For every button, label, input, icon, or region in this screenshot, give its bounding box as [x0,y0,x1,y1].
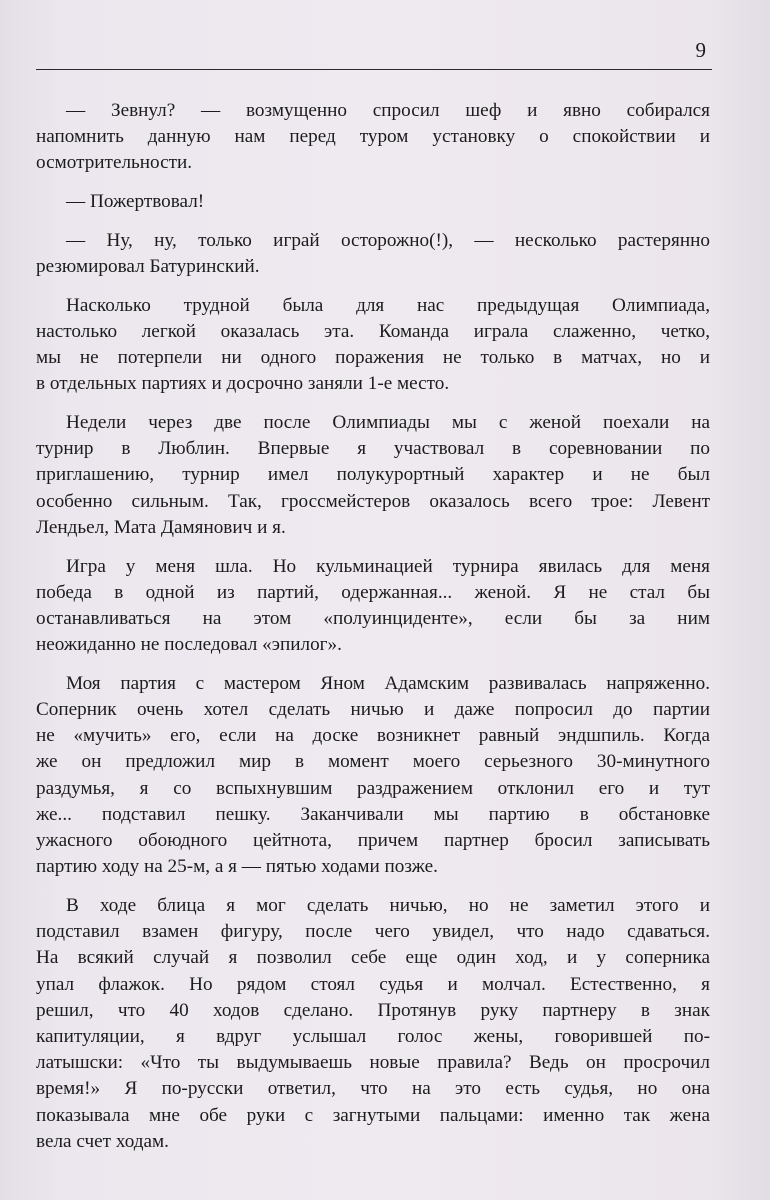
text-line: останавливаться на этом «полуинциденте», если бы за ним [36,607,710,629]
text-line: настолько легкой оказалась эта. Команда играла слаженно, четко, [36,320,710,342]
text-line: капитуляции, я вдруг услышал голос жены, говорившей по- [36,1026,710,1047]
text-line: латышски: «Что ты выдумываешь новые правила? Ведь он просрочил [36,1052,710,1074]
text-line: упал флажок. Но рядом стоял судья и молчал. Естественно, я [36,973,710,995]
text-line: — Пожертвовал! [66,191,205,213]
text-line: мы не потерпели ни одного поражения не только в матчах, но и [36,347,710,369]
text-line: особенно сильным. Так, гроссмейстеров оказалось всего трое: Левент [36,490,710,512]
text-line: решил, что 40 ходов сделано. Протянув руку партнеру в знак [36,999,710,1021]
paragraph [36,293,710,398]
text-line: — Ну, ну, только играй осторожно(!), — несколько растерянно [66,229,710,251]
body-text [36,98,710,1168]
text-line: победа в одной из партий, одержанная... женой. Я не стал бы [36,581,710,603]
text-line: неожиданно не последовал «эпилог». [36,634,342,656]
text-line: В ходе блица я мог сделать ничью, но не заметил этого и [66,894,710,916]
text-line: же... подставил пешку. Заканчивали мы партию в обстановке [36,803,710,825]
paragraph [36,893,710,1155]
paragraph [36,410,710,541]
text-line: показывала мне обе руки с загнутыми пальцами: именно так жена [36,1104,710,1126]
text-line: время!» Я по-русски ответил, что на это есть судья, но она [36,1078,710,1100]
paragraph [66,189,710,215]
text-line: подставил взамен фигуру, после чего увидел, что надо сдаваться. [36,921,710,943]
paragraph [36,228,710,280]
text-line: раздумья, я со вспыхнувшим раздражением отклонил его и тут [36,777,710,799]
text-line: осмотрительности. [36,152,193,174]
paragraph [36,98,710,177]
text-line: Соперник очень хотел сделать ничью и даже попросил до партии [36,699,710,721]
paragraph [36,554,710,659]
text-line: ужасного обоюдного цейтнота, причем партнер бросил записывать [36,830,710,852]
text-line: партию ходу на 25-м, а я — пятью ходами позже. [36,856,438,878]
running-header [36,36,712,70]
text-line: в отдельных партиях и досрочно заняли 1-е место. [36,373,450,395]
text-line: Моя партия с мастером Яном Адамским развивалась напряженно. [66,672,710,694]
text-line: — Зевнул? — возмущенно спросил шеф и явно собирался [66,100,710,121]
text-line: вела счет ходам. [36,1130,169,1152]
text-line: Недели через две после Олимпиады мы с женой поехали на [66,412,710,434]
text-line: Лендьел, Мата Дамянович и я. [36,516,286,538]
text-line: резюмировал Батуринский. [36,256,260,278]
text-line: же он предложил мир в момент моего серьезного 30-минутного [36,751,710,773]
header-rule [36,69,712,70]
text-line: турнир в Люблин. Впервые я участвовал в соревновании по [36,438,710,460]
text-line: не «мучить» его, если на доске возникнет равный эндшпиль. Когда [36,725,710,747]
text-line: напомнить данную нам перед туром установку о спокойствии и [36,126,710,148]
text-line: На всякий случай я позволил себе еще один ход, и у соперника [36,947,710,969]
paragraph [36,671,710,881]
text-line: Игра у меня шла. Но кульминацией турнира явилась для меня [66,555,710,577]
text-line: приглашению, турнир имел полукурортный характер и не был [36,464,710,486]
text-line: Насколько трудной была для нас предыдущая Олимпиада, [66,294,710,316]
page-number: 9 [695,38,706,62]
